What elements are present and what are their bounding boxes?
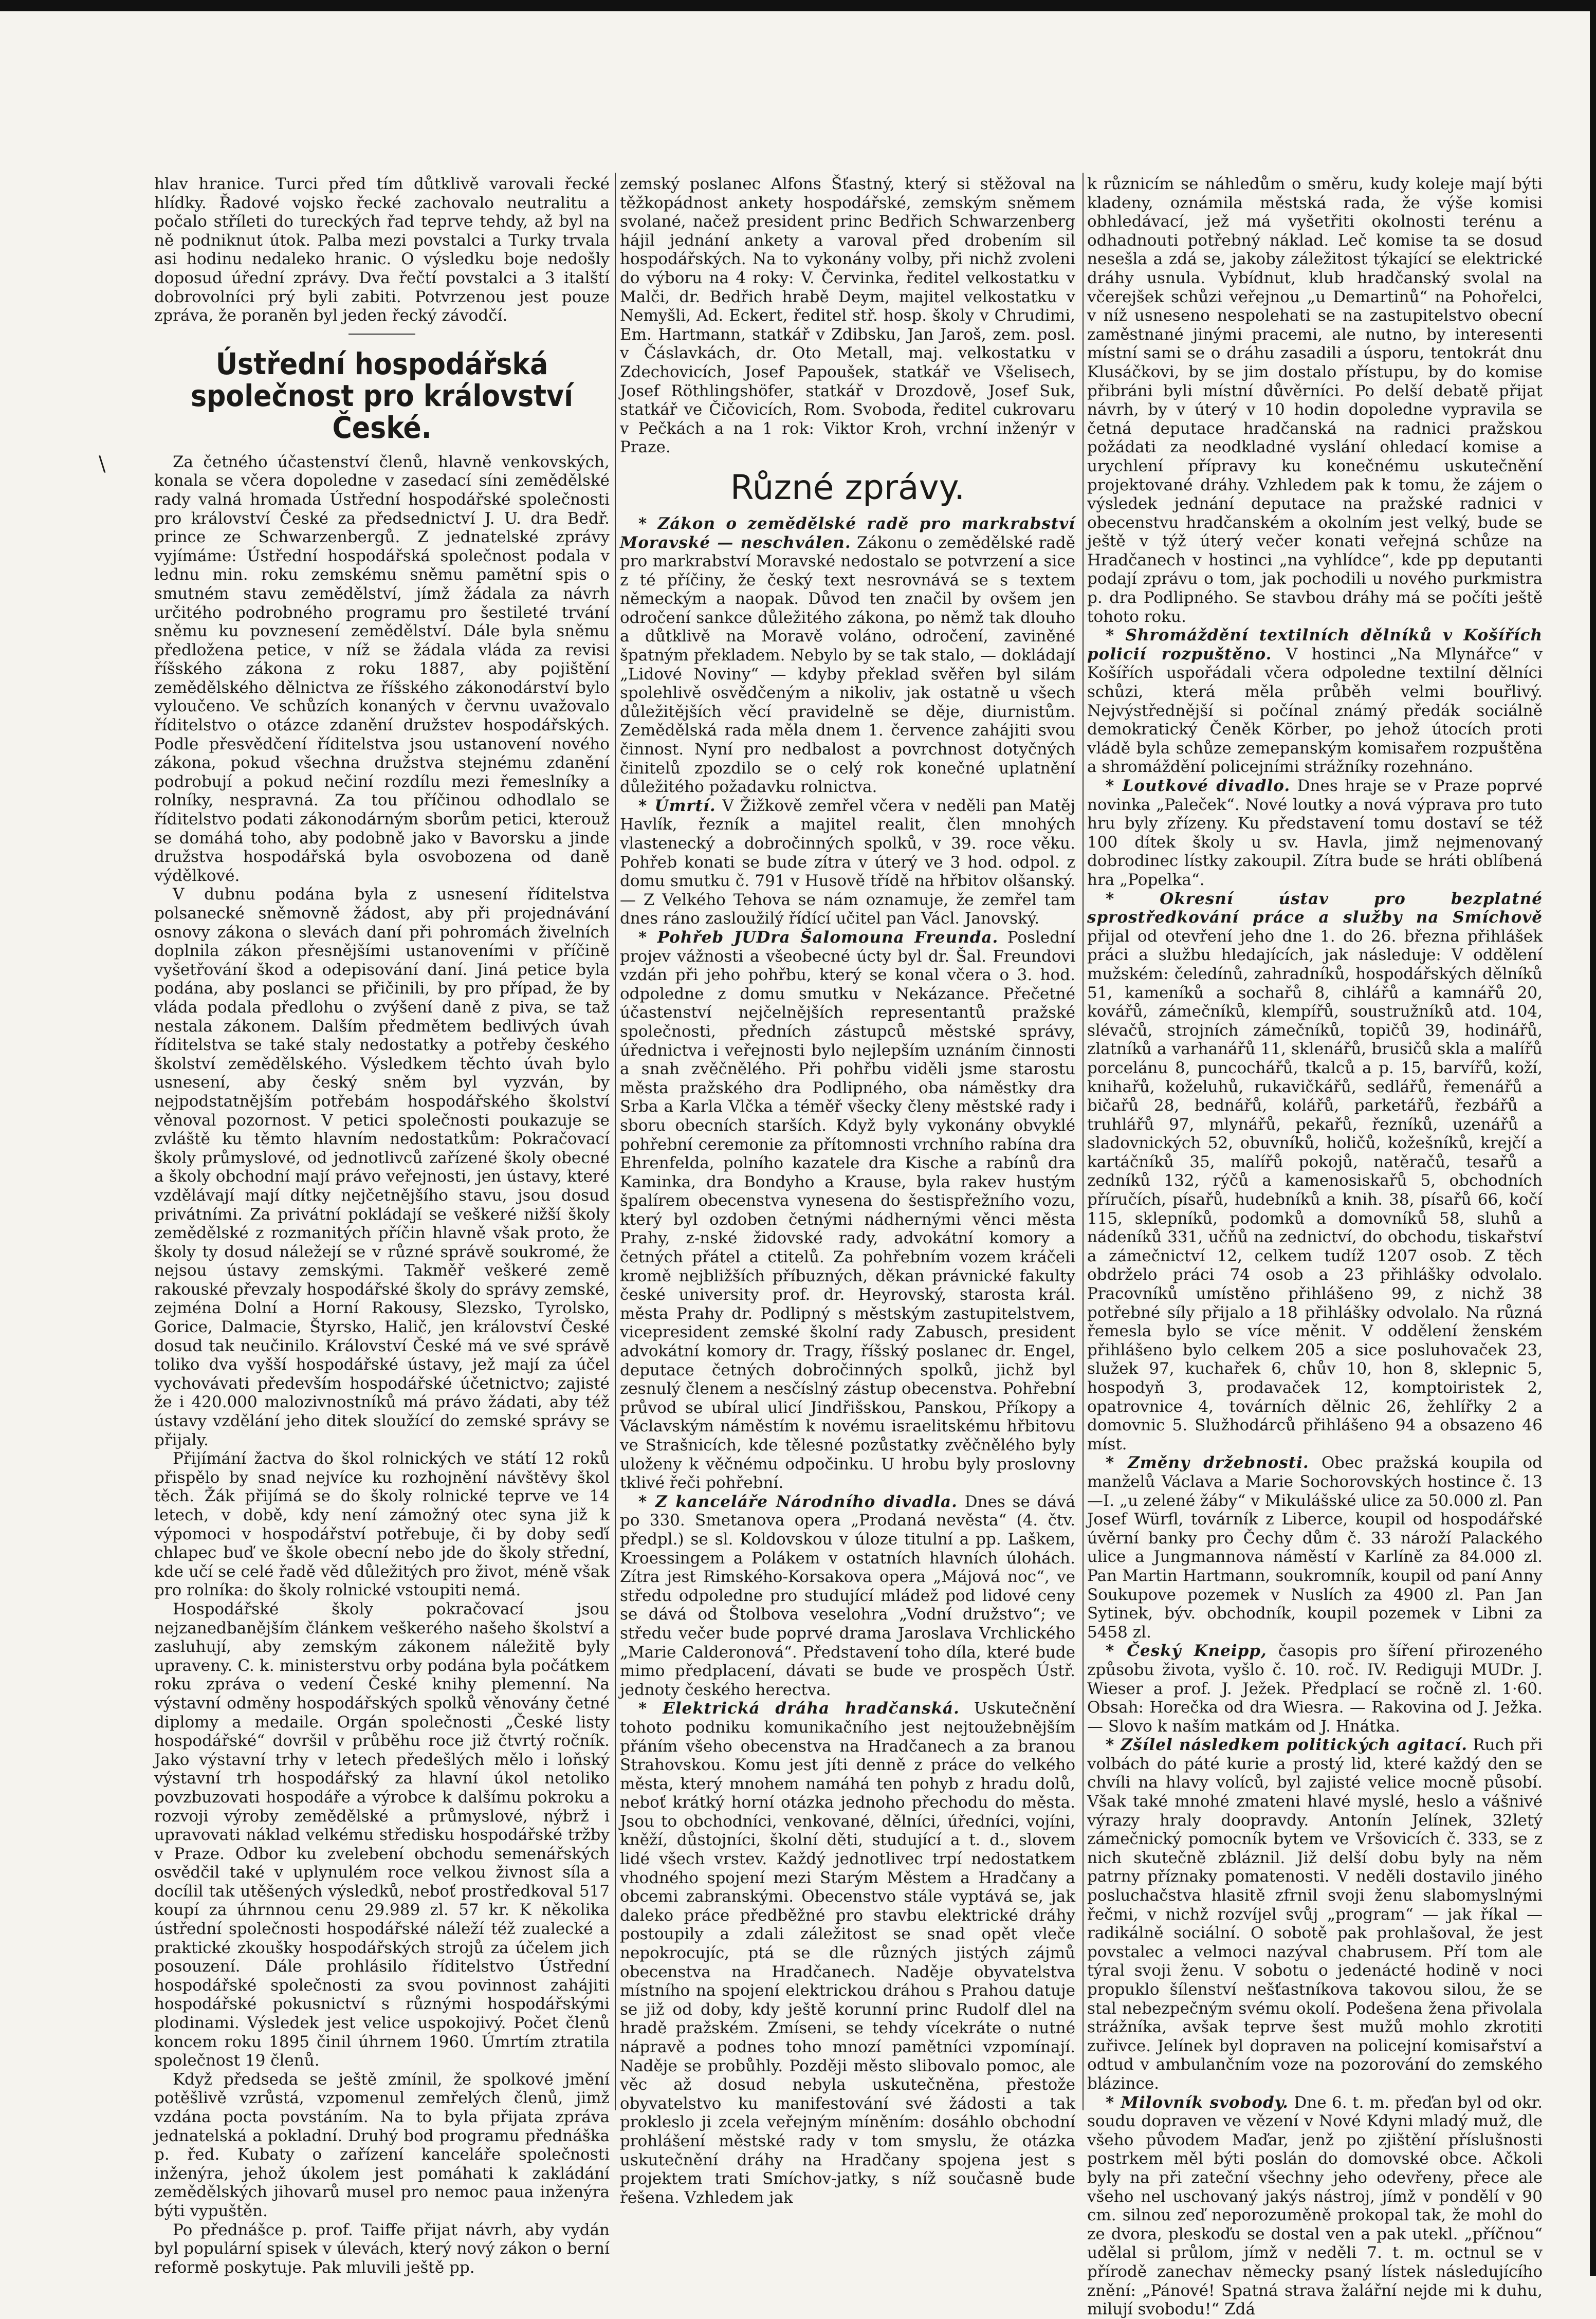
article-paragraph: Přijímání žactva do škol rolnických ve státí 12 roků přispělo by snad nejvíce ku rozhojnění návštěvy škol těch. Žák přijímá se do školy rolnické teprve ve 14 letech, v době, kdy není zámožný otec syna již k výpomoci v hospodářství potřebuje, či by doby seďí chlapec buď ve škole obecní nebo jde do školy střední, kde učí se celé řadě věd důležitých pro život, méně však pro rolníka: do školy rolnické vstoupiti nemá. (154, 1449, 610, 1600)
news-item-text: V hostinci „Na Mlynářce“ v Košířích uspořádali včera odpoledne textilní dělníci schůzi, která měla průběh velmi bouřlivý. Nejvýstřednější si počínal známý předák sociálně demokratický Čeněk Körber, po jehož útocích proti vládě byla schůze zemepanským komisařem rozpuštěna a shromáždění policejními strážníky rozehnáno. (1087, 645, 1543, 777)
news-item-text: Uskutečnění tohoto podniku komunikačního jest nejtoužebnějším přáním všeho obecenstva na Hradčanech a za branou Strahovskou. Komu jest jíti denně z práce do velkého města, který mnohem namáhá ten pohyb z hradu dolů, neboť krátký horní otázka jednoho přechodu do města. Jsou to obchodníci, venkované, dělníci, úředníci, vojíni, kněží, důstojníci, školní děti, studující a t. d., slovem lidé všech vrstev. Každý jednotlivec trpí nedostatkem vhodného spojení mezi Starým Městem a Hradčany a obcemi zabranskými. Obecenstvo stále vyptává se, jak daleko práce předběžné pro stavbu elektrické dráhy postoupily a zdali záležitost se snad opět vleče nepokrocujíc, ptá se dle různých jistých zájmů obecenstva na Hradčanech. Naděje obyvatelstva místního na spojení elektrickou dráhou s Prahou datuje se již od doby, kdy ještě korunní princ Rudolf dlel na hradě pražském. Zmíseni, se tehdy vícekráte o nutné nápravě a podnes toho mnozí pamětníci vzpomínají. Naděje se probůhly. Později město slibovalo pomoc, ale věc až dosud nebyla uskutečněna, přestože obyvatelstvo ku manifestování své žádosti a tak prokleslo ji zcela veřejným míněním: dosáhlo obchodní prohlášení městské rady v tom smyslu, že otázka uskutečnění dráhy na Hradčany spojena jest s projektem trati Smíchov-jatky, s níž současně bude řešena. Vzhledem jak (620, 1699, 1075, 2207)
article-paragraph: Hospodářské školy pokračovací jsou nejzanedbanějším článkem veškerého našeho školství a zasluhují, aby zemským zákonem náležitě byly upraveny. C. k. ministerstvu orby podána byla počátkem roku zpráva o vedení České knihy plemenní. Na výstavní odměny hospodářských spolků věnovány četné diplomy a medaile. Orgán společnosti „České listy hospodářské“ dovršil v průběhu roce již čtvrtý ročník. Jako výstavní trhy v letech předešlých mělo i loňský výstavní trh hospodářský za hlavní úkol netoliko povzbuzovati hospodáře a výrobce k dalšímu pokroku a rozvoji výroby zemědělské a průmyslové, nýbrž i upravovati náklad velkému středisku hospodářské tržby v Praze. Odbor ku zvelebení obchodu semenářských osvědčil také v uplynulém roce velkou živnost síla a docílil tak utěšených výsledků, neboť prostředkoval 517 koupí za úhrnnou cenu 29.989 zl. 57 kr. K několika ústřední společnosti hospodářské náleží též zualecké a praktické zkoušky hospodářských strojů za účelem jich posouzení. Dále prohlásilo říditelstvo Ústřední hospodářské společnosti za svou povinnost zahájiti hospodářské pokusnictví s různými hospodářskými plodinami. Výsledek jest velice uspokojivý. Počet členů koncem roku 1895 činil úhrnem 1960. Úmrtím ztratila společnost 19 členů. (154, 1599, 610, 2070)
article-paragraph: V dubnu podána byla z usnesení říditelstva polsanecké sněmovně žádost, aby při projednávání osnovy zákona o slevách daní při pohromách živelních doplnila zákon přesnějšími ustanoveními v příčině vyšetřování škod a odepisování daní. Jiná petice byla podána, aby poslanci se přičinili, by pro případ, že by vláda podala předlohu o zvýšení daně z piva, se taž nestala zákonem. Dalším předmětem bedlivých úvah říditelstva se také staly nedostatky a potřeby českého školství zemědělského. Výsledkem těchto úvah bylo usnesení, aby český sněm byl vyzván, by nejpodstatnějším potřebám hospodářského školství věnoval pozornost. V petici společnosti poukazuje se zvláště ku těmto hlavním nedostatkům: Pokračovací školy průmyslové, od jednotlivců zařízené školy obecné a školy obchodní mají právo veřejnosti, jen ústavy, které vzdělávají mají dítky nejčetnějšího stavu, jsou dosud privátními. Za privátní pokládají se veškeré nižší školy zemědělské z rozmanitých příčin hlavně však proto, že školy ty dosud náležejí se v různé správě soukromé, že nejsou ústavy zemskými. Takměř veškeré země rakouské převzaly hospodářské školy do správy zemské, zejména Dolní a Horní Rakousy, Slezsko, Tyrolsko, Gorice, Dalmacie, Štyrsko, Halič, jen království České dosud tak neučinilo. Království České má ve své správě toliko dva vyšší hospodářské ústavy, jež mají za účel vychovávati především hospodářské účetnictvo; zajisté že i 420.000 malozivnostníků má právo žádati, aby též ústavy vzdělání jeho ditek sloužící do zemské správy se přijaly. (154, 885, 610, 1449)
column-intro-paragraph: k různicím se náhledům o směru, kudy koleje mají býti kladeny, oznámila městská rada, že výše komisi obhledávací, jež má vyšetřiti okolnosti terénu a odhadnouti potřebný náklad. Leč komise ta se dosud nesešla a zdá se, jakoby záležitost týkající se elektrické dráhy usnula. Vybídnut, klub hradčanský svolal na včerejšek schůzi veřejnou „u Demartinů“ na Pohořelci, v níž usneseno nespolehati se na zastupitelstvo obecní zaměstnané jinými pracemi, ale nutno, by interesenti místní sami se o dráhu zasadili a úsporu, tentokrát dnu Klusáčkovi, by se jim dostalo přístupu, by do komise přibráni byli místní důvěrníci. Po delší debatě přijat návrh, by v úterý v 10 hodin dopoledne vypravila se četná deputace hradčanská na radnici pražskou požádati za neodkladné vyslání ohledací komise a urychlení přípravy ku konečnému uskutečnění projektované dráhy. Vzhledem pak k tomu, že zájem o výsledek jednání deputace na pražské radnici v obecenstvu hradčanském a okolním jest velký, bude se ještě v týž úterý večer konati veřejná schůze na Hradčanech v hostinci „na vyhlídce“, kde pp deputanti podají zprávu o tom, jak pochodili u nového purkmistra p. dra Podlipného. Se stavbou dráhy má se počíti ještě tohoto roku. (1087, 175, 1543, 626)
news-item-text: V Žižkově zemřel včera v neděli pan Matěj Havlík, řezník a majitel realit, člen mnohých vlastenecký a dobročinných spolků, v 39. roce věku. Pohřeb konati se bude zítra v úterý ve 3 hod. odpol. z domu smutku č. 791 v Husově třídě na hřbitov olšanský. — Z Velkého Tehova se nám oznamuje, že zemřel tam dnes ráno zasloužilý řídící učitel pan Václ. Janovský. (620, 796, 1075, 928)
section-divider (348, 334, 415, 335)
news-item (620, 797, 1075, 928)
news-item (620, 1493, 1075, 1700)
news-item (1087, 890, 1543, 1454)
news-item-headline: * Loutkové divadlo. (1106, 777, 1291, 795)
newspaper-column-1 (154, 175, 610, 2277)
news-item (1087, 1642, 1543, 1736)
article-paragraph: Za četného účastenství členů, hlavně venkovských, konala se včera dopoledne v zasedací síni zemědělské rady valná hromada Ústřední hospodářské společnosti pro království České za předsednictví J. U. dra Bedř. prince ze Schwarzenbergů. Z jednatelské zprávy vyjímáme: Ústřední hospodářská společnost podala v lednu min. roku zemskému sněmu pamětní spis o smutném stavu zemědělství, jímž žádala za návrh určitého podrobného programu pro šestileté trvání sněmu ku povznesení zemědělství. Dále byla sněmu předložena petice, v níž se žádala vláda za revisi říšského zákona z roku 1887, aby pojištění zemědělského dělnictva ze říšského zákonodárství bylo vyloučeno. Ve schůzích konaných v červnu uvažovalo říditelstvo o otázce zdanění družstev hospodářských. Podle přesvědčení říditelstva jsou ustanovení nového zákona, pokud všechna družstva stejnému zdanění podrobují a pokud nečiní rozdílu mezi řemeslníky a rolníky, nespravná. Za tou příčinou odhodlalo se říditelstvo podati zákonodárným sborům petici, kterouž se domáhá toho, aby podobně jako v Bavorsku a jinde družstva hospodářská byla osvobozena od daně výdělkové. (154, 452, 610, 885)
news-item-headline: * Zákon o zemědělské radě pro markrabství Moravské — neschválen. (620, 514, 1075, 552)
news-item-text: Dnes hraje se v Praze poprvé novinka „Paleček“. Nové loutky a nová výprava pro tuto hru byly zřízeny. Ku představení tomu dostaví se též 100 dítek školy u sv. Havla, jimž nejmenovaný dobrodinec lístky zakoupil. Zítra bude se hráti oblíbená hra „Popelka“. (1087, 777, 1543, 889)
section-title-ruzne-zpravy: Různé zprávy. (730, 467, 965, 507)
column-intro-paragraph: zemský poslanec Alfons Šťastný, který si stěžoval na těžkopádnost ankety hospodářské, zemským sněmem svolané, načež president princ Bedřich Schwarzenberg hájil jednání ankety a varoval před drobením sil hospodářských. Na to vykonány volby, při nichž zvoleni do výboru na 4 roky: V. Červinka, ředitel velkostatku v Malči, dr. Bedřich hrabě Deym, majitel velkostatku v Nemyšli, Ad. Eckert, ředitel stř. hosp. školy v Chrudimi, Em. Hartmann, statkář v Zdibsku, Jan Jaroš, zem. posl. v Čáslavkách, dr. Oto Metall, maj. velkostatku v Zdechovicích, Josef Papoušek, statkář ve Všelisech, Josef Röthlingshöfer, statkář v Drozdově, Josef Suk, statkář ve Čičovicích, Rom. Svoboda, ředitel cukrovaru v Pečkách a na 1 rok: Viktor Kroh, vrchní inženýr v Praze. (620, 175, 1075, 457)
news-item-text: Obec pražská koupila od manželů Václava a Marie Sochorovských hostince č. 13—I. „u zelené žáby“ v Mikulášské ulice za 50.000 zl. Pan Josef Würfl, továrník z Liberce, koupil od hospodářské úvěrní banky pro Čechy dům č. 33 nároží Palackého ulice a Jungmannova náměstí v Karlíně za 84.000 zl. Pan Martin Hartmann, soukromník, koupil od paní Anny Soukupove pozemek v Nuslích za 4900 zl. Pan Jan Sytinek, býv. obchodník, koupil pozemek v Libni za 5458 zl. (1087, 1453, 1543, 1642)
page-edge-right (1590, 0, 1596, 2276)
news-item-text: Ruch při volbách do páté kurie a prostý lid, které každý den se chvíli na hlavy volíců, byl zajisté velice mocně působí. Však také mnohé zmateni hlavé myslé, heslo a vášnivé výrazy hraly doopravdy. Antonín Jelínek, 32letý zámečnický pomocník bytem ve Vršovicích č. 333, se z nich skutečně zbláznil. Již delší dobu byly na něm patrny příznaky pomatenosti. V neděli dostavilo jiného posluchačstva hlasitě zfrnil svoji ženu slabomyslnými řečmi, v nichž rozvíjel svůj „program“ — jak říkal — radikálně sociální. O sobotě pak prohlašoval, že jest povstalec a velmoci nazýval chabrusem. Pří tom ale týral svoji ženu. V sobotu o jedenácté hodině v noci propuklo šílenství nešťastníkova takovou silou, že se stal nebezpečným svému okolí. Podešena žena přivolala strážníka, avšak teprve šest mužů mohlo zkrotiti zuřivce. Jelínek byl dopraven na policejní komisařství a odtud v ambulančním voze na pozorování do zemského blázince. (1087, 1736, 1543, 2093)
column-rule-right (1083, 173, 1084, 2110)
article-paragraph: Když předseda se ještě zmínil, že spolkové jmění potěšlivě vzrůstá, vzpomenul zemřelých členů, jimž vzdána pocta povstáním. Na to byla přijata zpráva jednatelská a pokladní. Druhý bod programu přednáška p. řed. Kubaty o zařízení kanceláře společnosti inženýra, jehož úkolem jest pomáhati k zakládání zemědělských jihovarů musel pro nemoc paua inženýra býti vypuštěn. (154, 2070, 610, 2220)
column-rule-left (615, 173, 616, 2110)
news-item-headline: * Zšílel následkem politických agitací. (1106, 1736, 1468, 1755)
news-item (1087, 1736, 1543, 2093)
news-item-text: přijal od otevření jeho dne 1. do 26. března přihlášek práci a službu hledajících, jak následuje: V oddělení mužském: čeledínů, zahradníků, hospodářských dělníků 51, kameníků a sochařů 8, cihlářů a kamnářů 20, kovářů, zámečníků, klempířů, soustružníků atd. 104, slévačů, strojních zámečníků, topičů 39, hodinářů, zlatníků a varhanářů 11, sklenářů, brusičů skla a malířů porcelánu 8, puncochářů, tkalců a p. 15, barvířů, koží, knihařů, koželuhů, rukavičkářů, sedlářů, řemenářů a bičařů 28, bednářů, kolářů, parketářů, řezbářů a truhlářů 97, mlynářů, pekařů, řezníků, uzenářů a sladovnických 52, obuvníků, holičů, kožešníků, krejčí a kartáčníků 35, malířů pokojů, natěračů, tesařů a zedníků 132, rýčů a kamenosiskařů 5, obchodních příručích, písařů, hudebníků a knih. 38, písařů 66, kočí 115, sklepníků, podomků a domovníků 58, sluhů a nádeníků 331, učňů na zednictví, do obchodu, tiskařství a zámečnictví 12, celkem tudíž 1207 osob. Z těch obdrželo práci 74 osob a 23 přihlášky odvolalo. Pracovníků umístěno přihlášeno 99, z nichž 38 potřebné síly přijalo a 18 přihlášky odvolalo. Na různá řemesla bylo se více měnit. V oddělení ženském přihlášeno bylo celkem 205 a sice posluhovaček 23, služek 97, kuchařek 6, chův 10, hon 8, sklepnic 5, hospodyň 3, prodavaček 12, komptoiristek 2, opatrovnice 4, továrních dělnic 26, žehlířky 2 a domovnic 5. Služhodárců přihlášeno 94 a obsazeno 46 míst. (1087, 927, 1543, 1453)
news-item-text: Dne 6. t. m. přeďan byl od okr. soudu dopraven ve vězení v Nové Kdyni mladý muž, dle všeho původem Maďar, jenž po zjištění příslušnosti postrkem měl býti poslán do domovské obce. Ačkoli byly na při zateční všechny jeho odevřeny, přece ale všeho nel uschovaný jakýs nástroj, jímž v pondělí v 90 cm. silnou zeď neporozuměně prokopal tak, že mohl do ze dvora, pleskoďu se dostal ven a pak utekl. „příčnou“ udělal si průlom, jímž v neděli 7. t. m. octnul se v přírodě zanechav německy psaný lístek následujícího znění: „Pánové! Spatná strava žalářní nejde mi k duhu, milují svobodu!“ Zdá (1087, 2093, 1543, 2319)
news-item-headline: * Elektrická dráha hradčanská. (638, 1699, 960, 1718)
news-item-headline: * Český Kneipp, (1106, 1642, 1267, 1661)
news-item-headline: * Úmrtí. (638, 796, 716, 815)
fold-mark: \ (99, 452, 106, 476)
newspaper-column-2 (620, 175, 1076, 2207)
article-paragraph: Po přednášce p. prof. Taiffe přijat návrh, aby vydán byl populární spisek v úlevách, který nový zákon o berní reformě poskytuje. Pak mluvili ještě pp. (154, 2220, 610, 2277)
news-item (1087, 1453, 1543, 1642)
news-item (1087, 2093, 1543, 2319)
news-item-text: časopis pro šíření přirozeného způsobu života, vyšlo č. 10. roč. IV. Rediguji MUDr. J. Wieser a prof. J. Ježek. Předplací se ročně zl. 1·60. Obsah: Horečka od dra Wiesra. — Rakovina od J. Ježka. — Slovo k naším matkám od J. Hnátka. (1087, 1642, 1543, 1736)
section-title-hospodarska-spolecnost: Ústřední hospodářská společnost pro království České. (190, 346, 574, 445)
news-item-headline: * Shromáždění textilních dělníků v Košířích policií rozpuštěno. (1087, 626, 1543, 664)
news-item (1087, 626, 1543, 777)
newspaper-column-3 (1087, 175, 1543, 2319)
news-item-headline: * Milovník svobody. (1106, 2093, 1289, 2112)
news-item-headline: * Změny držebnosti. (1106, 1453, 1309, 1473)
news-item (620, 928, 1075, 1493)
news-item (620, 1699, 1075, 2207)
column-intro-paragraph: hlav hranice. Turci před tím důtklivě varovali řecké hlídky. Řadové vojsko řecké zachovalo neutralitu a počalo stříleti do tureckých řad teprve tehdy, až byl na ně podniknut útok. Palba mezi povstalci a Turky trvala asi hodinu nedaleko hranic. O výsledku boje nedošly doposud úřední zprávy. Dva řečtí povstalci a 3 italští dobrovolníci prý byli zabiti. Potvrzenou jest pouze zpráva, že poraněn byl jeden řecký závodčí. (154, 175, 610, 325)
news-item-headline: * Okresní ústav pro bezplatné sprostředkování práce a služby na Smíchově (1087, 889, 1543, 927)
news-item-text: Dnes se dává po 330. Smetanova opera „Prodaná nevěsta“ (4. čtv. předpl.) se sl. Koldovskou v úloze titulní a pp. Laškem, Kroessingem a Polákem v ostatních hlavních úlohách. Zítra jest Rimského-Korsakova opera „Májová noc“, ve středu odpoledne pro studující mládež pod lidové ceny se dává od Štolbova veselohra „Vodní družstvo“; ve středu večer bude poprvé drama Jaroslava Vrchlického „Marie Calderonová“. Představení toho díla, které bude mimo předplacení, dávati se bude ve prospěch Ústř. jednoty českého herectva. (620, 1492, 1076, 1699)
news-item-text: Poslední projev vážnosti a všeobecné úcty byl dr. Šal. Freundovi vzdán při jeho pohřbu, který se konal včera o 3. hod. odpoledne z domu smutku v Nekázance. Přečetné účastenství nejčelnějších representantů pražské společnosti, předních zástupců městské správy, úřednictva i veřejnosti bylo nejlepším uznáním činnosti a snah zvěčnělého. Při pohřbu viděli jsme starostu města pražského dra Podlipného, oba náměstky dra Srba a Karla Vlčka a téměř všecky členy městské rady i sboru obecních starších. Když byly vykonány obvyklé pohřební ceremonie za přítomnosti vrchního rabína dra Ehrenfelda, polního kazatele dra Kische a rabínů dra Kaminka, dra Bondyho a Krause, byla rakev hustým špalírem obecenstva vynesena do šestispřežního vozu, který byl ozdoben četnými nádhernými věnci města Prahy, z-nské židovské rady, advokátní komory a četných přátel a ctitelů. Za pohřebním vozem kráčeli kromě nejbližších příbuzných, děkan právnické fakulty české university prof. dr. Heyrovský, starosta král. města Prahy dr. Podlipný s městským zastupitelstvem, vicepresident zemské školní rady Zabusch, president advokátní komory dr. Tragy, říšský poslanec dr. Engel, deputace četných dobročinných spolků, jichž byl zesnulý členem a nesčíslný zástup obecenstva. Pohřební průvod se ubíral ulicí Jindřišskou, Panskou, Příkopy a Václavským náměstím k novému israelitskému hřbitovu ve Strašnicích, kde tělesné pozůstatky zvěčnělého byly uloženy k věčnému odpočinku. U hrobu byly proslovny tklivé řeči pohřební. (620, 928, 1075, 1493)
news-item-headline: * Z kanceláře Národního divadla. (638, 1492, 958, 1511)
news-item-text: Zákonu o zemědělské radě pro markrabství Moravské nedostalo se potvrzení a sice z té příčiny, že český text nesrovnává se s textem německým a naopak. Důvod ten značil by ovšem jen odročení sankce důležitého zákona, po němž tak dlouho a důtklivě na Moravě voláno, odročení, zaviněné špatným překladem. Nebylo by se tak stalo, — dokládají „Lidové Noviny“ — kdyby překlad svěřen byl silám spolehlivě osvědčeným a nikoliv, jak ostatně u všech důležitějších věcí pravidelně se děje, diurnistům. Zemědělská rada měla dnem 1. července zahájiti svou činnost. Nyní pro nedbalost a povrchnost dotyčných činitelů zpozdilo se o celý rok konečné uplatnění důležitého požadavku rolnictva. (620, 533, 1075, 797)
news-item (1087, 777, 1543, 890)
news-item-headline: * Pohřeb JUDra Šalomouna Freunda. (638, 928, 999, 947)
page-edge-top (0, 0, 1596, 11)
news-item (620, 514, 1075, 797)
